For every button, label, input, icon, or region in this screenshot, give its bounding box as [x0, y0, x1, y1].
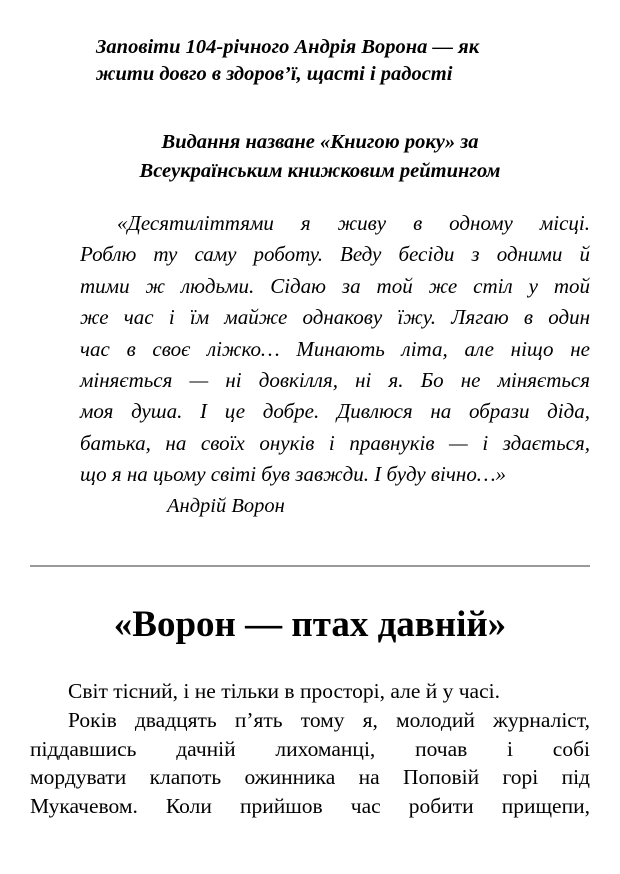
body-line: Світ тісний, і не тільки в просторі, але й у часі. — [68, 679, 500, 703]
quote-line: що я на цьому світі був завжди. І буду вічно…» — [80, 462, 506, 487]
quote-line: же час і їм майже однакову їжу. Лягаю в один — [80, 305, 590, 330]
award-note — [60, 128, 580, 186]
subtitle-line: Заповіти 104-річного Андрія Ворона — як — [96, 36, 480, 58]
quote-line: моя душа. І це добре. Дивлюся на образи діда, — [80, 399, 590, 424]
award-line: Видання назване «Книгою року» за — [161, 131, 479, 153]
book-subtitle — [96, 34, 596, 88]
chapter-body — [30, 677, 590, 821]
quote-line: тими ж людьми. Сідаю за той же стіл у той — [80, 273, 590, 298]
quote-line: батька, на своїх онуків і правнуків — і здається, — [80, 430, 590, 455]
epigraph-author: Андрій Ворон — [167, 495, 285, 517]
quote-line: міняється — ні довкілля, ні я. Бо не міняється — [80, 368, 590, 393]
body-line: Років двадцять п’ять тому я, молодий журналіст, — [68, 707, 590, 732]
body-line: піддавшись дачній лихоманці, почав і собі — [30, 736, 590, 761]
epigraph-quote — [80, 208, 590, 491]
award-line: Всеукраїнським книжковим рейтингом — [139, 160, 501, 182]
subtitle-line: жити довго в здоров’ї, щасті і радості — [96, 63, 453, 85]
quote-line: «Десятиліттями я живу в одному місці. — [117, 211, 590, 235]
body-line: мордувати клапоть ожинника на Поповій горі під — [30, 765, 590, 790]
body-line: Мукачевом. Коли прийшов час робити прищепи, — [30, 794, 590, 819]
quote-line: Роблю ту саму роботу. Веду бесіди з одними й — [80, 242, 590, 267]
chapter-title: «Ворон — птах давній» — [113, 604, 507, 645]
section-divider — [30, 565, 590, 567]
quote-line: час в своє ліжко… Минають літа, але ніщо не — [80, 336, 590, 361]
